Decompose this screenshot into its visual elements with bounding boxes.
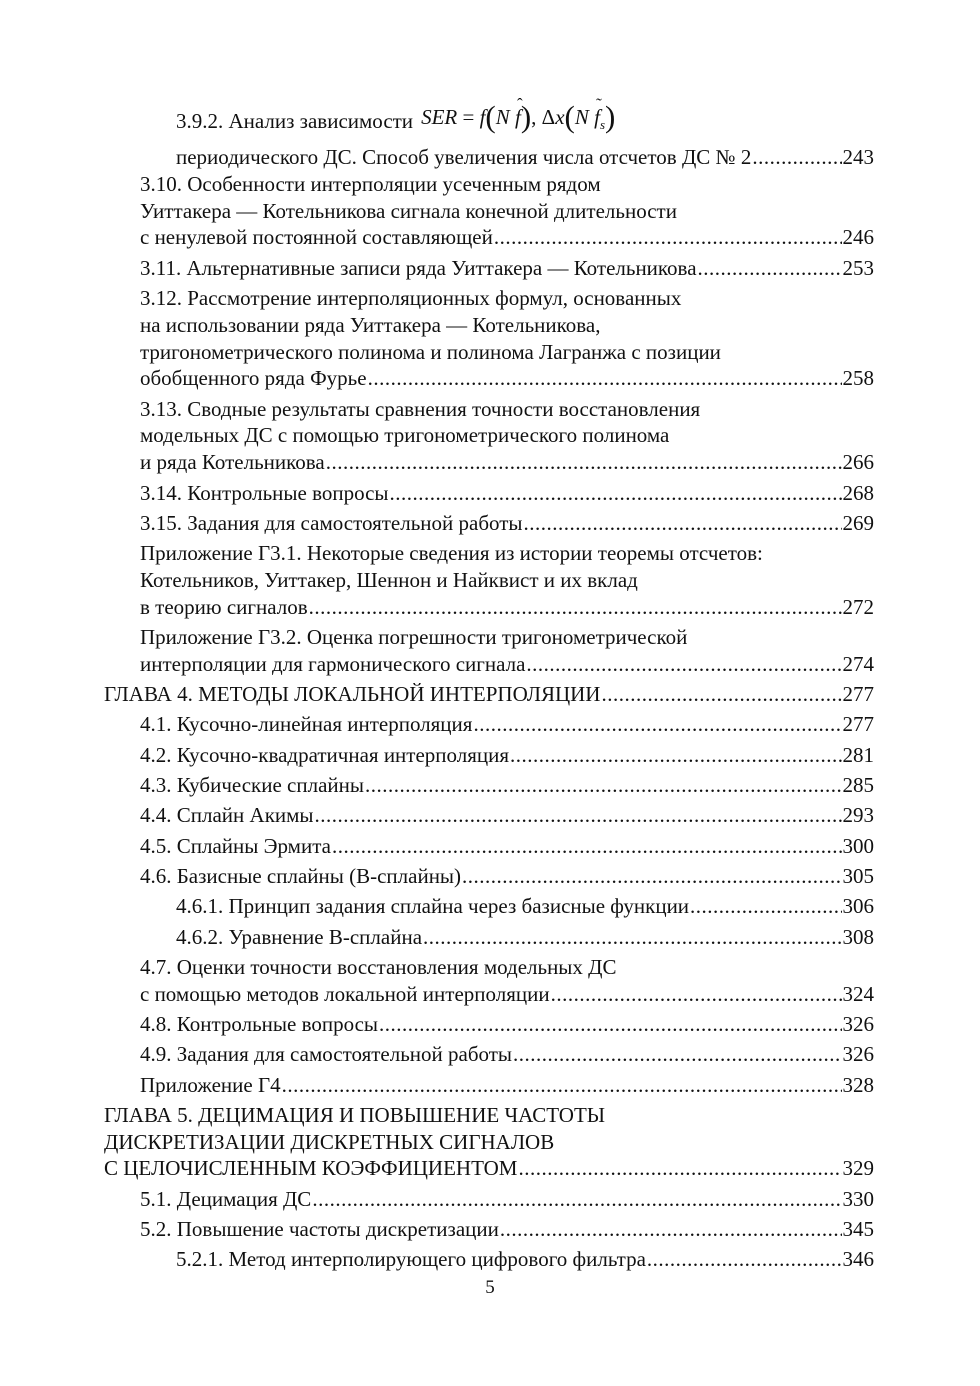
toc-entry-text: в теорию сигналов	[140, 594, 308, 619]
leader-dots	[315, 802, 842, 829]
toc-page-number: 258	[842, 366, 874, 391]
leader-dots	[601, 681, 841, 708]
toc-line-last	[104, 893, 874, 920]
toc-line-last	[104, 1246, 874, 1273]
toc-entry[interactable]	[104, 1011, 874, 1038]
toc-entry[interactable]	[104, 255, 874, 282]
toc-entry-text: 4.6.2. Уравнение B-сплайна	[176, 924, 423, 949]
table-of-contents	[104, 98, 874, 1273]
toc-page-number: 277	[842, 712, 874, 737]
toc-page-number: 306	[842, 894, 874, 919]
toc-entry-text: с помощью методов локальной интерполяции	[140, 981, 550, 1006]
toc-line	[104, 422, 874, 449]
toc-entry-text: 3.13. Сводные результаты сравнения точности восстановления	[140, 396, 701, 421]
toc-entry[interactable]	[104, 285, 874, 392]
toc-entry[interactable]	[104, 624, 874, 678]
toc-entry[interactable]	[104, 802, 874, 829]
toc-line	[104, 396, 874, 423]
toc-page-number: 329	[842, 1156, 874, 1181]
leader-dots	[752, 144, 841, 171]
toc-entry-text: 3.14. Контрольные вопросы	[140, 480, 389, 505]
leader-dots	[690, 893, 841, 920]
toc-entry-formula[interactable]	[104, 98, 874, 171]
leader-dots	[698, 255, 842, 282]
toc-entry[interactable]	[104, 893, 874, 920]
toc-page-number: 293	[842, 803, 874, 828]
toc-line-last	[104, 1041, 874, 1068]
toc-page-number: 305	[842, 863, 874, 888]
toc-entry-text: на использовании ряда Уиттакера — Котельникова,	[140, 312, 601, 337]
toc-entry-text: интерполяции для гармонического сигнала	[140, 651, 526, 676]
toc-entry-text: ГЛАВА 5. ДЕЦИМАЦИЯ И ПОВЫШЕНИЕ ЧАСТОТЫ	[104, 1102, 606, 1127]
toc-entry[interactable]	[104, 772, 874, 799]
toc-page-number: 246	[842, 225, 874, 250]
toc-entry-text: 4.3. Кубические сплайны	[140, 773, 365, 798]
toc-line-last	[104, 1011, 874, 1038]
toc-entry[interactable]	[104, 711, 874, 738]
formula: SER = f(N ˆ f), Δx(N ˜ $f_s$)	[421, 104, 615, 138]
toc-page-number: 268	[842, 480, 874, 505]
leader-dots	[518, 1155, 841, 1182]
toc-line-last	[104, 863, 874, 890]
toc-entry-text: Приложение Г4	[140, 1072, 281, 1097]
toc-entry-text: тригонометрического полинома и полинома Лагранжа с позиции	[140, 339, 721, 364]
toc-entry-text: с ненулевой постоянной составляющей	[140, 225, 493, 250]
toc-page-number: 281	[842, 742, 874, 767]
toc-line-last	[104, 802, 874, 829]
toc-line	[104, 339, 874, 366]
toc-entry-text: 4.8. Контрольные вопросы	[140, 1011, 379, 1036]
toc-line-last	[104, 1216, 874, 1243]
leader-dots	[526, 651, 841, 678]
toc-page-number: 326	[842, 1011, 874, 1036]
toc-entry[interactable]	[104, 1041, 874, 1068]
leader-dots	[551, 981, 842, 1008]
toc-line-last	[104, 144, 874, 171]
toc-line-last	[104, 651, 874, 678]
toc-line-last	[104, 594, 874, 621]
toc-entry[interactable]	[104, 1216, 874, 1243]
toc-entries	[104, 171, 874, 1273]
toc-line	[104, 171, 874, 198]
toc-entry[interactable]	[104, 1186, 874, 1213]
toc-page-number: 308	[842, 924, 874, 949]
leader-dots	[473, 711, 841, 738]
toc-page-number: 326	[842, 1042, 874, 1067]
toc-entry[interactable]	[104, 954, 874, 1008]
toc-line	[104, 624, 874, 651]
toc-entry-formula-prefix: 3.9.2. Анализ зависимости	[176, 109, 414, 133]
toc-entry-text: С ЦЕЛОЧИСЛЕННЫМ КОЭФФИЦИЕНТОМ	[104, 1156, 518, 1181]
toc-entry-text: 4.4. Сплайн Акимы	[140, 803, 314, 828]
toc-line	[104, 285, 874, 312]
toc-line-last	[104, 742, 874, 769]
toc-entry-text: 5.2.1. Метод интерполирующего цифрового фильтра	[176, 1247, 646, 1272]
toc-entry-text: и ряда Котельникова	[140, 450, 325, 475]
toc-entry[interactable]	[104, 863, 874, 890]
leader-dots	[513, 1041, 841, 1068]
toc-page-number: 253	[842, 255, 874, 280]
toc-page-number: 272	[842, 594, 874, 619]
toc-page-number: 346	[842, 1247, 874, 1272]
toc-page-number: 285	[842, 773, 874, 798]
toc-page-number: 274	[842, 651, 874, 676]
toc-entry-text: 3.11. Альтернативные записи ряда Уиттакера — Котельникова	[140, 255, 697, 280]
leader-dots	[309, 594, 842, 621]
toc-entry-text: Приложение Г3.1. Некоторые сведения из истории теоремы отсчетов:	[140, 541, 763, 566]
toc-entry-text: ГЛАВА 4. МЕТОДЫ ЛОКАЛЬНОЙ ИНТЕРПОЛЯЦИИ	[104, 682, 601, 707]
toc-entry-text: 4.9. Задания для самостоятельной работы	[140, 1042, 513, 1067]
toc-entry-text: обобщенного ряда Фурье	[140, 366, 367, 391]
toc-entry-formula-heading	[104, 98, 874, 144]
toc-line-last	[104, 1072, 874, 1099]
toc-line-last	[104, 981, 874, 1008]
toc-entry[interactable]	[104, 1246, 874, 1273]
toc-entry-text: 3.12. Рассмотрение интерполяционных формул, основанных	[140, 285, 682, 310]
toc-entry[interactable]	[104, 924, 874, 951]
toc-line	[104, 567, 874, 594]
toc-line	[104, 1129, 874, 1156]
toc-page-number: 330	[842, 1186, 874, 1211]
toc-page-number: 345	[842, 1216, 874, 1241]
toc-line-last	[104, 224, 874, 251]
toc-line-last	[104, 681, 874, 708]
toc-page-number: 328	[842, 1072, 874, 1097]
leader-dots	[365, 772, 841, 799]
toc-page-number: 300	[842, 833, 874, 858]
leader-dots	[423, 924, 841, 951]
toc-line	[104, 1102, 874, 1129]
toc-entry-text: ДИСКРЕТИЗАЦИИ ДИСКРЕТНЫХ СИГНАЛОВ	[104, 1129, 555, 1154]
toc-entry[interactable]	[104, 1102, 874, 1182]
toc-entry[interactable]	[104, 396, 874, 476]
toc-line-last	[104, 711, 874, 738]
leader-dots	[379, 1011, 841, 1038]
leader-dots	[390, 480, 842, 507]
toc-line	[104, 540, 874, 567]
toc-entry-text: 4.6. Базисные сплайны (B-сплайны)	[140, 863, 462, 888]
toc-line-last	[104, 924, 874, 951]
page-number: 5	[485, 1277, 495, 1298]
toc-line	[104, 312, 874, 339]
leader-dots	[462, 863, 841, 890]
toc-line-last	[104, 772, 874, 799]
toc-entry-text: Котельников, Уиттакер, Шеннон и Найквист и их вклад	[140, 567, 638, 592]
toc-entry-text: Приложение Г3.2. Оценка погрешности тригонометрической	[140, 625, 688, 650]
leader-dots	[647, 1246, 842, 1273]
toc-entry-text: 4.5. Сплайны Эрмита	[140, 833, 331, 858]
toc-entry-text: 3.10. Особенности интерполяции усеченным рядом	[140, 171, 601, 196]
toc-entry[interactable]	[104, 480, 874, 507]
leader-dots	[368, 365, 842, 392]
toc-entry-text: 4.7. Оценки точности восстановления модельных ДС	[140, 954, 617, 979]
toc-line-last	[104, 365, 874, 392]
leader-dots	[326, 449, 842, 476]
leader-dots	[500, 1216, 842, 1243]
toc-entry[interactable]	[104, 171, 874, 251]
toc-entry-text: периодического ДС. Способ увеличения числа отсчетов ДС № 2	[176, 145, 752, 169]
toc-entry-text: Уиттакера — Котельникова сигнала конечной длительности	[140, 198, 677, 223]
toc-entry-text: 5.2. Повышение частоты дискретизации	[140, 1216, 499, 1241]
toc-entry[interactable]	[104, 742, 874, 769]
toc-page-number: 269	[842, 510, 874, 535]
toc-page-number: 243	[842, 145, 874, 169]
leader-dots	[510, 742, 841, 769]
toc-page-number: 324	[842, 981, 874, 1006]
toc-entry-text: 4.6.1. Принцип задания сплайна через базисные функции	[176, 894, 690, 919]
toc-entry[interactable]	[104, 510, 874, 537]
toc-entry[interactable]	[104, 681, 874, 708]
toc-page-number: 266	[842, 450, 874, 475]
toc-entry[interactable]	[104, 540, 874, 620]
toc-entry-text: 4.1. Кусочно-линейная интерполяция	[140, 712, 473, 737]
toc-line-last	[104, 1155, 874, 1182]
toc-line	[104, 198, 874, 225]
toc-entry-text: 3.15. Задания для самостоятельной работы	[140, 510, 523, 535]
toc-line-last	[104, 480, 874, 507]
toc-line	[104, 954, 874, 981]
leader-dots	[312, 1186, 841, 1213]
toc-entry-text: модельных ДС с помощью тригонометрического полинома	[140, 423, 670, 448]
toc-entry-text: 5.1. Децимация ДС	[140, 1186, 312, 1211]
leader-dots	[494, 224, 842, 251]
toc-entry-text: 4.2. Кусочно-квадратичная интерполяция	[140, 742, 510, 767]
leader-dots	[282, 1072, 842, 1099]
toc-entry[interactable]	[104, 1072, 874, 1099]
leader-dots	[332, 833, 842, 860]
toc-line-last	[104, 255, 874, 282]
toc-line-last	[104, 1186, 874, 1213]
toc-line-last	[104, 449, 874, 476]
toc-line-last	[104, 833, 874, 860]
leader-dots	[524, 510, 842, 537]
toc-line-last	[104, 510, 874, 537]
toc-entry[interactable]	[104, 833, 874, 860]
toc-page-number: 277	[842, 682, 874, 707]
